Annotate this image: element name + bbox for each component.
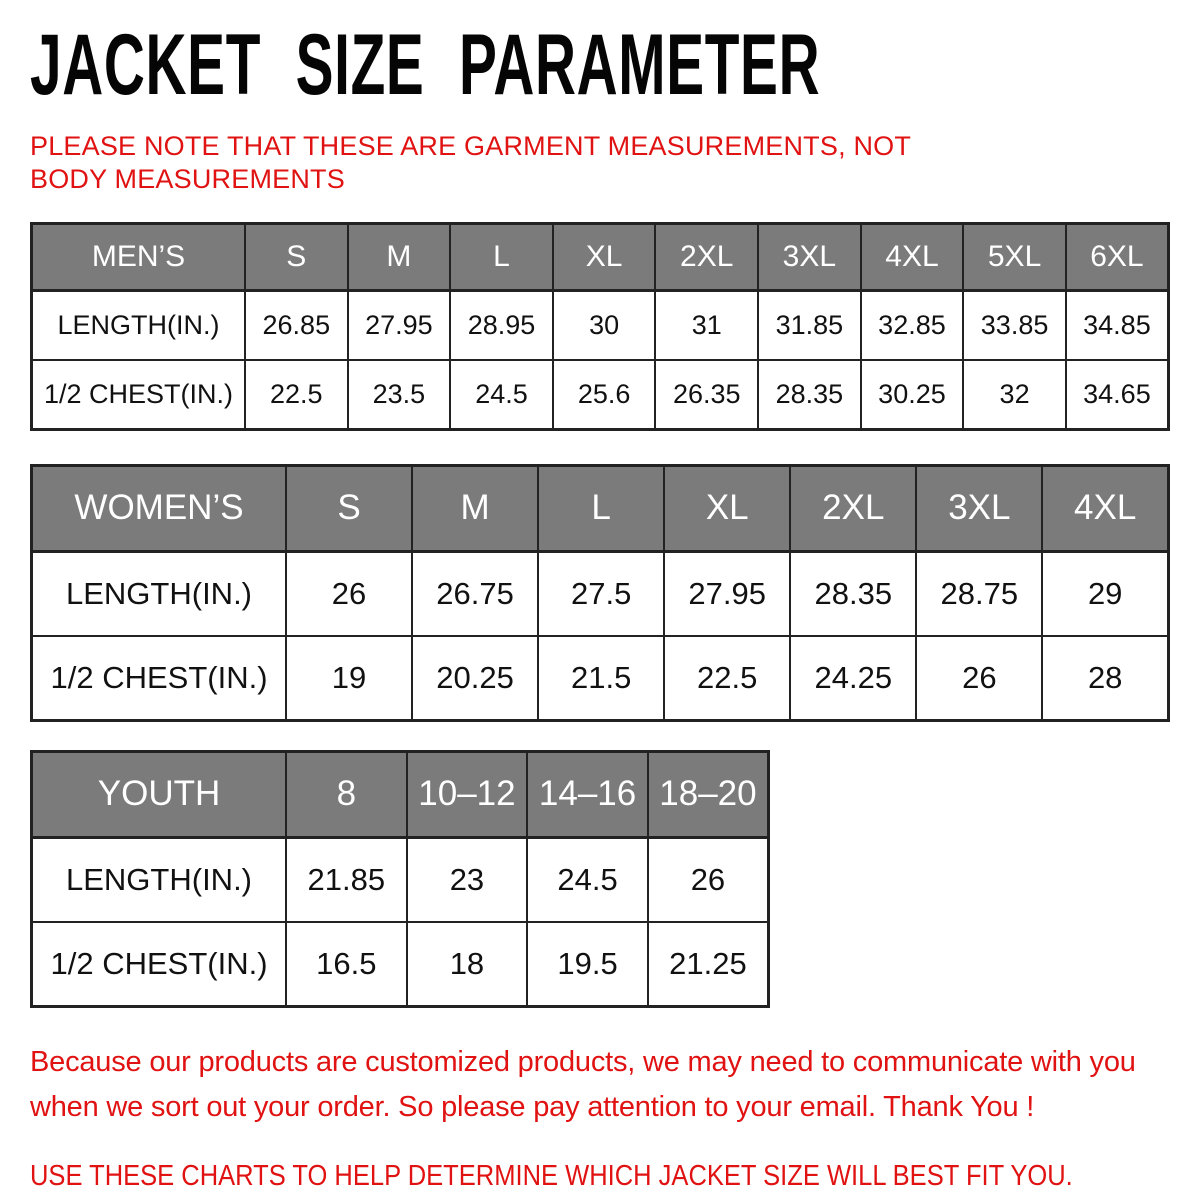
mens-size-value-cell: 34.85 <box>1066 290 1169 360</box>
mens-measurement-row <box>32 290 1169 360</box>
mens-size-table <box>30 222 1170 431</box>
mens-row-label: 1/2 CHEST(IN.) <box>32 360 246 430</box>
page-title-text: JACKET SIZE PARAMETER <box>30 17 821 113</box>
mens-size-value-cell: 26.85 <box>245 290 348 360</box>
youth-size-value-cell: 23 <box>407 837 528 922</box>
womens-size-value-cell: 26 <box>916 636 1042 721</box>
mens-measurement-row <box>32 360 1169 430</box>
womens-size-value-cell: 29 <box>1042 551 1168 636</box>
youth-table-title-cell: YOUTH <box>32 751 287 837</box>
womens-table-title-cell: WOMEN’S <box>32 465 287 551</box>
youth-header-row <box>32 751 769 837</box>
womens-size-column-header: XL <box>664 465 790 551</box>
womens-size-table <box>30 464 1170 722</box>
womens-size-value-cell: 28 <box>1042 636 1168 721</box>
youth-size-value-cell: 19.5 <box>527 922 648 1007</box>
womens-size-value-cell: 19 <box>286 636 412 721</box>
mens-size-value-cell: 26.35 <box>655 360 758 430</box>
womens-size-column-header: M <box>412 465 538 551</box>
mens-size-column-header: 2XL <box>655 223 758 290</box>
mens-size-value-cell: 28.35 <box>758 360 861 430</box>
youth-measurement-row <box>32 922 769 1007</box>
mens-size-value-cell: 34.65 <box>1066 360 1169 430</box>
youth-measurement-row <box>32 837 769 922</box>
mens-size-value-cell: 24.5 <box>450 360 553 430</box>
youth-row-label: LENGTH(IN.) <box>32 837 287 922</box>
mens-size-column-header: 6XL <box>1066 223 1169 290</box>
womens-row-label: LENGTH(IN.) <box>32 551 287 636</box>
womens-measurement-row <box>32 636 1169 721</box>
mens-size-column-header: XL <box>553 223 656 290</box>
womens-size-value-cell: 21.5 <box>538 636 664 721</box>
mens-size-value-cell: 23.5 <box>348 360 451 430</box>
mens-size-column-header: 5XL <box>963 223 1066 290</box>
youth-size-table <box>30 750 770 1008</box>
womens-size-column-header: 2XL <box>790 465 916 551</box>
womens-size-value-cell: 26 <box>286 551 412 636</box>
mens-size-column-header: S <box>245 223 348 290</box>
mens-size-value-cell: 31 <box>655 290 758 360</box>
womens-size-value-cell: 28.35 <box>790 551 916 636</box>
womens-size-value-cell: 24.25 <box>790 636 916 721</box>
youth-size-value-cell: 18 <box>407 922 528 1007</box>
mens-size-column-header: 3XL <box>758 223 861 290</box>
youth-size-value-cell: 24.5 <box>527 837 648 922</box>
mens-size-column-header: 4XL <box>861 223 964 290</box>
mens-size-value-cell: 27.95 <box>348 290 451 360</box>
womens-measurement-row <box>32 551 1169 636</box>
mens-size-value-cell: 32.85 <box>861 290 964 360</box>
mens-table-title-cell: MEN’S <box>32 223 246 290</box>
youth-size-value-cell: 16.5 <box>286 922 407 1007</box>
page-title <box>30 17 1170 113</box>
womens-size-value-cell: 20.25 <box>412 636 538 721</box>
youth-size-column-header: 18–20 <box>648 751 769 837</box>
womens-size-value-cell: 27.5 <box>538 551 664 636</box>
youth-size-column-header: 14–16 <box>527 751 648 837</box>
mens-size-value-cell: 31.85 <box>758 290 861 360</box>
youth-size-value-cell: 21.25 <box>648 922 769 1007</box>
mens-size-value-cell: 25.6 <box>553 360 656 430</box>
youth-size-value-cell: 21.85 <box>286 837 407 922</box>
fit-guidance-text: USE THESE CHARTS TO HELP DETERMINE WHICH JACKET SIZE WILL BEST FIT YOU. <box>30 1159 1073 1192</box>
mens-size-column-header: M <box>348 223 451 290</box>
mens-size-column-header: L <box>450 223 553 290</box>
mens-size-value-cell: 22.5 <box>245 360 348 430</box>
youth-row-label: 1/2 CHEST(IN.) <box>32 922 287 1007</box>
fit-guidance-note <box>30 1160 1170 1193</box>
womens-size-column-header: L <box>538 465 664 551</box>
youth-size-column-header: 10–12 <box>407 751 528 837</box>
youth-size-column-header: 8 <box>286 751 407 837</box>
mens-header-row <box>32 223 1169 290</box>
womens-header-row <box>32 465 1169 551</box>
womens-row-label: 1/2 CHEST(IN.) <box>32 636 287 721</box>
mens-size-value-cell: 28.95 <box>450 290 553 360</box>
mens-size-value-cell: 32 <box>963 360 1066 430</box>
garment-measurement-note: PLEASE NOTE THAT THESE ARE GARMENT MEASUREMENTS, NOT BODY MEASUREMENTS <box>30 131 911 194</box>
womens-size-value-cell: 22.5 <box>664 636 790 721</box>
womens-size-value-cell: 28.75 <box>916 551 1042 636</box>
mens-size-value-cell: 30.25 <box>861 360 964 430</box>
mens-row-label: LENGTH(IN.) <box>32 290 246 360</box>
womens-size-column-header: 4XL <box>1042 465 1168 551</box>
womens-size-column-header: 3XL <box>916 465 1042 551</box>
womens-size-value-cell: 26.75 <box>412 551 538 636</box>
mens-size-value-cell: 33.85 <box>963 290 1066 360</box>
mens-size-value-cell: 30 <box>553 290 656 360</box>
customization-notice: Because our products are customized products, we may need to communicate with you when we sort out your order. So please pay attention to your email. Thank You ! <box>30 1045 1136 1123</box>
youth-size-value-cell: 26 <box>648 837 769 922</box>
womens-size-column-header: S <box>286 465 412 551</box>
womens-size-value-cell: 27.95 <box>664 551 790 636</box>
